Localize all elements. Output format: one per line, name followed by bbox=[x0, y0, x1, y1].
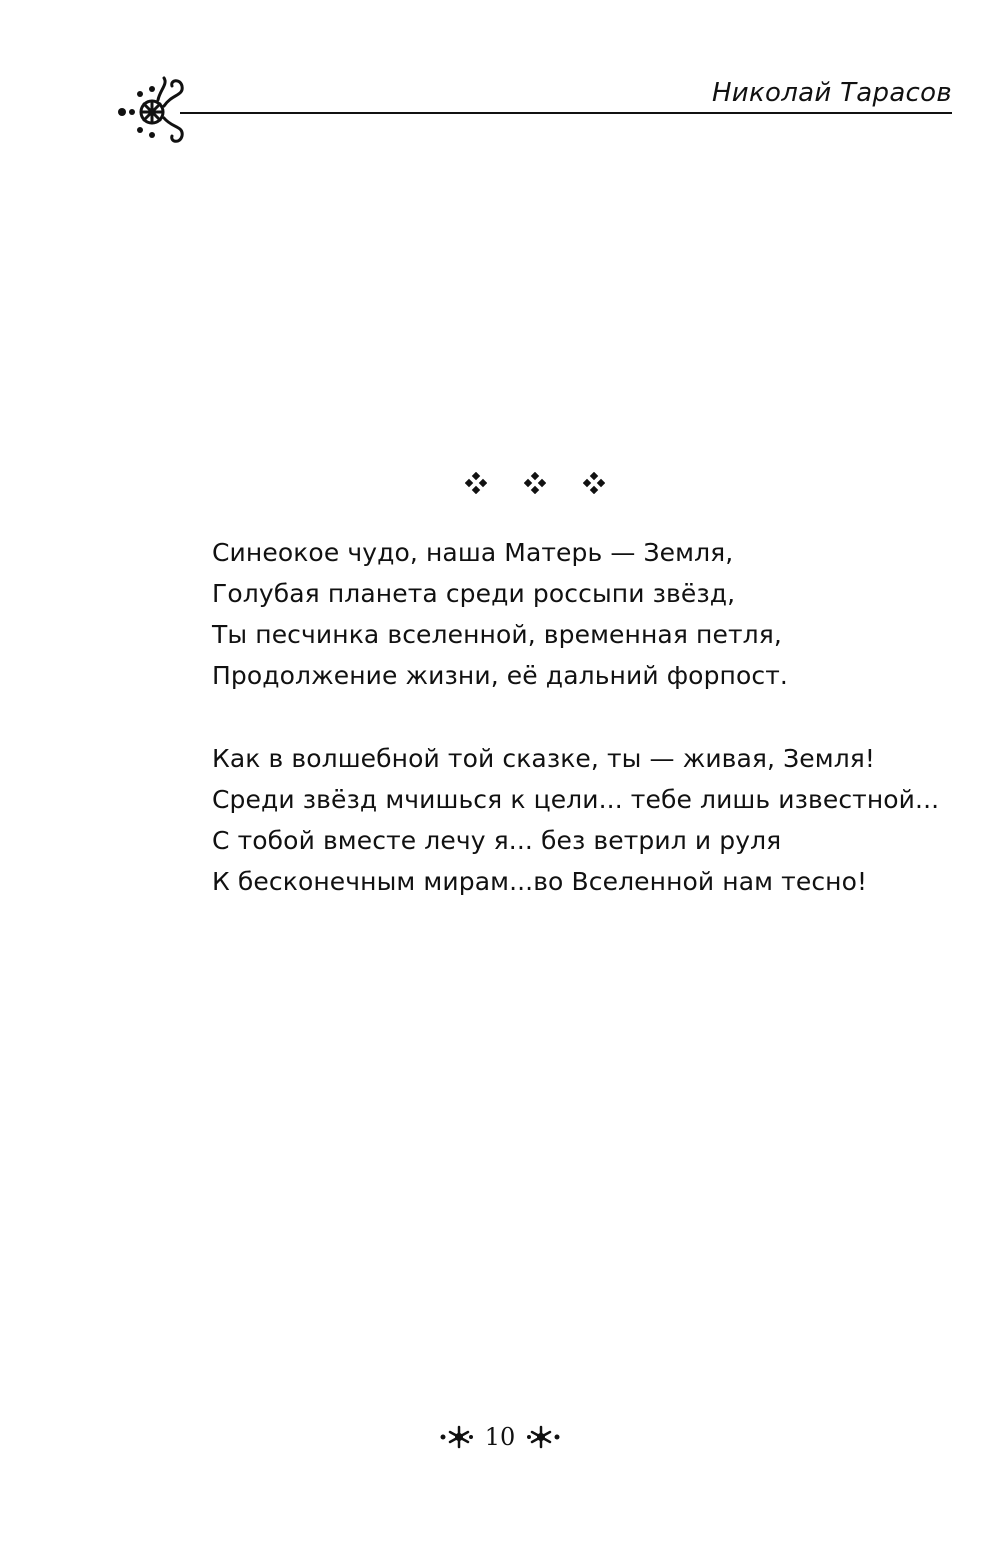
poem-line: С тобой вместе лечу я... без ветрил и руля bbox=[212, 826, 782, 855]
poem-line: Синеокое чудо, наша Матерь — Земля, bbox=[212, 538, 734, 567]
poem-line: Голубая планета среди россыпи звёзд, bbox=[212, 579, 736, 608]
snowflake-ornament-icon bbox=[439, 1423, 475, 1451]
section-separator bbox=[465, 470, 605, 496]
poem-line: К бесконечным мирам...во Вселенной нам тесно! bbox=[212, 867, 868, 896]
stanza-1 bbox=[212, 532, 952, 696]
running-header-author: Николай Тарасов bbox=[711, 78, 952, 108]
poem-body bbox=[212, 532, 952, 902]
poem-line: Ты песчинка вселенной, временная петля, bbox=[212, 620, 782, 649]
poem-line: Как в волшебной той сказке, ты — живая, Земля! bbox=[212, 744, 876, 773]
snowflake-ornament-icon bbox=[525, 1423, 561, 1451]
poem-line: Среди звёзд мчишься к цели... тебе лишь известной... bbox=[212, 785, 940, 814]
page-number: 10 bbox=[484, 1423, 516, 1451]
header-rule bbox=[180, 112, 952, 114]
page-footer bbox=[0, 1422, 1000, 1452]
diamond-cluster-icon bbox=[583, 472, 605, 494]
stanza-2 bbox=[212, 738, 952, 902]
floral-flourish-icon bbox=[112, 72, 194, 146]
poem-line: Продолжение жизни, её дальний форпост. bbox=[212, 661, 788, 690]
diamond-cluster-icon bbox=[465, 472, 487, 494]
diamond-cluster-icon bbox=[524, 472, 546, 494]
